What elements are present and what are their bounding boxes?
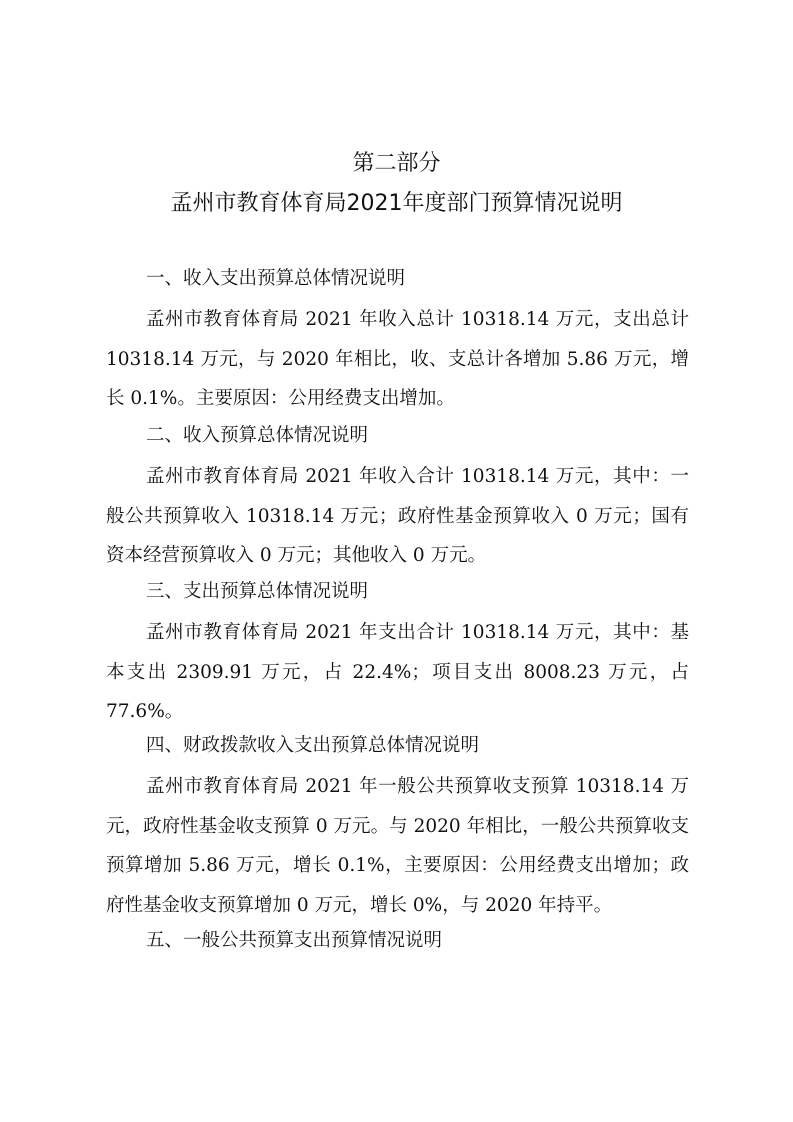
- section-paragraph-4: 孟州市教育体育局 2021 年一般公共预算收支预算 10318.14 万元，政府性基金收支预算 0 万元。与 2020 年相比，一般公共预算收支预算增加 5.86 万元，增长 0.1%，主要原因：公用经费支出增加；政府性基金收支预算增加 0 万元，增长 0%，与 2020 年持平。: [106, 776, 689, 916]
- section-paragraph-3: 孟州市教育体育局 2021 年支出合计 10318.14 万元，其中：基本支出 2309.91 万元，占 22.4%；项目支出 8008.23 万元，占 77.6%。: [106, 622, 689, 722]
- section-heading-5: 五、一般公共预算支出预算情况说明: [146, 930, 443, 951]
- main-title: 孟州市教育体育局2021年度部门预算情况说明: [170, 191, 623, 216]
- section-heading-2: 二、收入预算总体情况说明: [146, 425, 369, 446]
- section-paragraph-1: 孟州市教育体育局 2021 年收入总计 10318.14 万元，支出总计 10318.14 万元，与 2020 年相比，收、支总计各增加 5.86 万元，增长 0.1%。主要原因：公用经费支出增加。: [106, 309, 689, 409]
- section-paragraph-2: 孟州市教育体育局 2021 年收入合计 10318.14 万元，其中：一般公共预算收入 10318.14 万元；政府性基金预算收入 0 万元；国有资本经营预算收入 0 万元；其他收入 0 万元。: [106, 466, 689, 566]
- part-title: 第二部分: [352, 151, 441, 176]
- section-heading-1: 一、收入支出预算总体情况说明: [146, 268, 406, 289]
- section-heading-3: 三、支出预算总体情况说明: [146, 581, 369, 602]
- section-heading-4: 四、财政拨款收入支出预算总体情况说明: [146, 735, 480, 756]
